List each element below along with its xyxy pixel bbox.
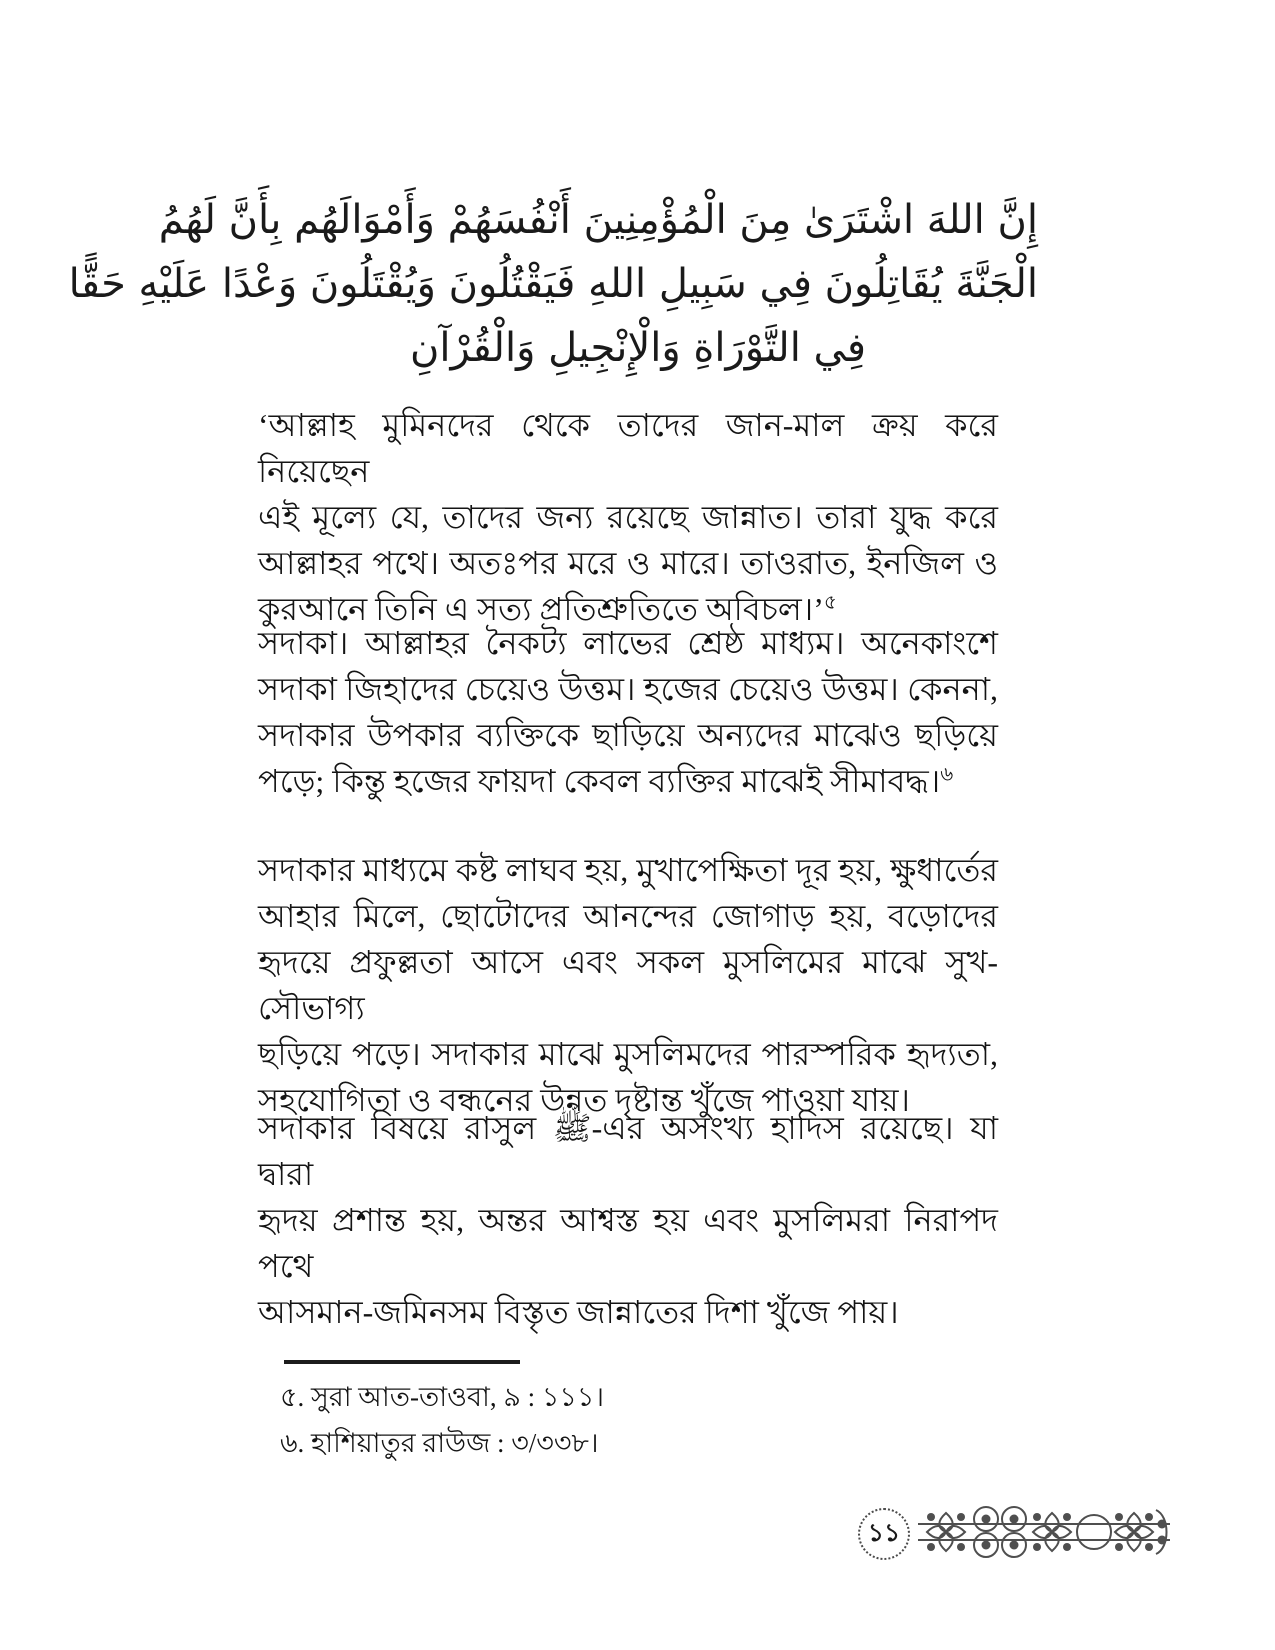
- footnote-item: ৬. হাশিয়াতুর রাউজ : ৩/৩৩৮।: [280, 1428, 599, 1458]
- footnote-separator: [284, 1360, 520, 1364]
- footnotes-block: [280, 1374, 980, 1466]
- text-line: সদাকা। আল্লাহর নৈকট্য লাভের শ্রেষ্ঠ মাধ্যম। অনেকাংশে: [258, 625, 998, 661]
- text-line: আহার মিলে, ছোটোদের আনন্দের জোগাড় হয়, বড়োদের: [258, 898, 998, 934]
- text-line-content: পড়ে; কিন্তু হজের ফায়দা কেবল ব্যক্তির মাঝেই সীমাবদ্ধ।: [258, 763, 941, 799]
- body-paragraph: [258, 847, 998, 1123]
- body-paragraph-translation: [258, 402, 998, 632]
- text-line: ছড়িয়ে পড়ে। সদাকার মাঝে মুসলিমদের পারস্পরিক হৃদ্যতা,: [258, 1036, 998, 1072]
- page-number-badge: [858, 1508, 910, 1560]
- text-line: হৃদয়ে প্রফুল্লতা আসে এবং সকল মুসলিমের মাঝে সুখ-সৌভাগ্য: [258, 944, 998, 1026]
- footnote-item: ৫. সুরা আত-তাওবা, ৯ : ১১১।: [280, 1382, 605, 1412]
- arabic-verse-line: الْجَنَّةَ يُقَاتِلُونَ فِي سَبِيلِ اللهِ فَيَقْتُلُونَ وَيُقْتَلُونَ وَعْدًا عَلَيْهِ حَقًّا: [68, 261, 1038, 307]
- footer-ornament: [916, 1500, 1172, 1564]
- text-line: এই মূল্যে যে, তাদের জন্য রয়েছে জান্নাত। তারা যুদ্ধ করে: [258, 499, 998, 535]
- footnote-ref: ৬: [940, 763, 954, 786]
- text-line: হৃদয় প্রশান্ত হয়, অন্তর আশ্বস্ত হয় এবং মুসলিমরা নিরাপদ পথে: [258, 1202, 998, 1284]
- text-line: [258, 758, 998, 804]
- text-line: সদাকার মাধ্যমে কষ্ট লাঘব হয়, মুখাপেক্ষিতা দূর হয়, ক্ষুধার্তের: [258, 852, 998, 888]
- body-paragraph: [258, 1105, 998, 1335]
- footnote-ref: ৫: [823, 591, 837, 614]
- text-line: আল্লাহর পথে। অতঃপর মরে ও মারে। তাওরাত, ইনজিল ও: [258, 545, 998, 581]
- body-paragraph: [258, 620, 998, 804]
- text-line: সহযোগিতা ও বন্ধনের উন্নত দৃষ্টান্ত খুঁজে পাওয়া যায়।: [258, 1082, 910, 1118]
- text-line: সদাকা জিহাদের চেয়েও উত্তম। হজের চেয়েও উত্তম। কেননা,: [258, 671, 998, 707]
- text-line: সদাকার উপকার ব্যক্তিকে ছাড়িয়ে অন্যদের মাঝেও ছড়িয়ে: [258, 717, 998, 753]
- text-line: ‘আল্লাহ মুমিনদের থেকে তাদের জান-মাল ক্রয় করে নিয়েছেন: [258, 407, 998, 489]
- arabic-verse-line: فِي التَّوْرَاةِ وَالْإِنْجِيلِ وَالْقُرْآنِ: [410, 325, 866, 371]
- arabic-verse-block: [68, 188, 1038, 380]
- text-line: সদাকার বিষয়ে রাসুল ﷺ-এর অসংখ্য হাদিস রয়েছে। যা দ্বারা: [258, 1110, 998, 1192]
- page-number: ১১: [867, 1519, 901, 1547]
- text-line-content: কুরআনে তিনি এ সত্য প্রতিশ্রুতিতে অবিচল।’: [258, 591, 824, 627]
- arabic-verse-line: إِنَّ اللهَ اشْتَرَىٰ مِنَ الْمُؤْمِنِينَ أَنْفُسَهُمْ وَأَمْوَالَهُم بِأَنَّ لَهُمُ: [158, 197, 1038, 243]
- text-line: আসমান-জমিনসম বিস্তৃত জান্নাতের দিশা খুঁজে পায়।: [258, 1294, 899, 1330]
